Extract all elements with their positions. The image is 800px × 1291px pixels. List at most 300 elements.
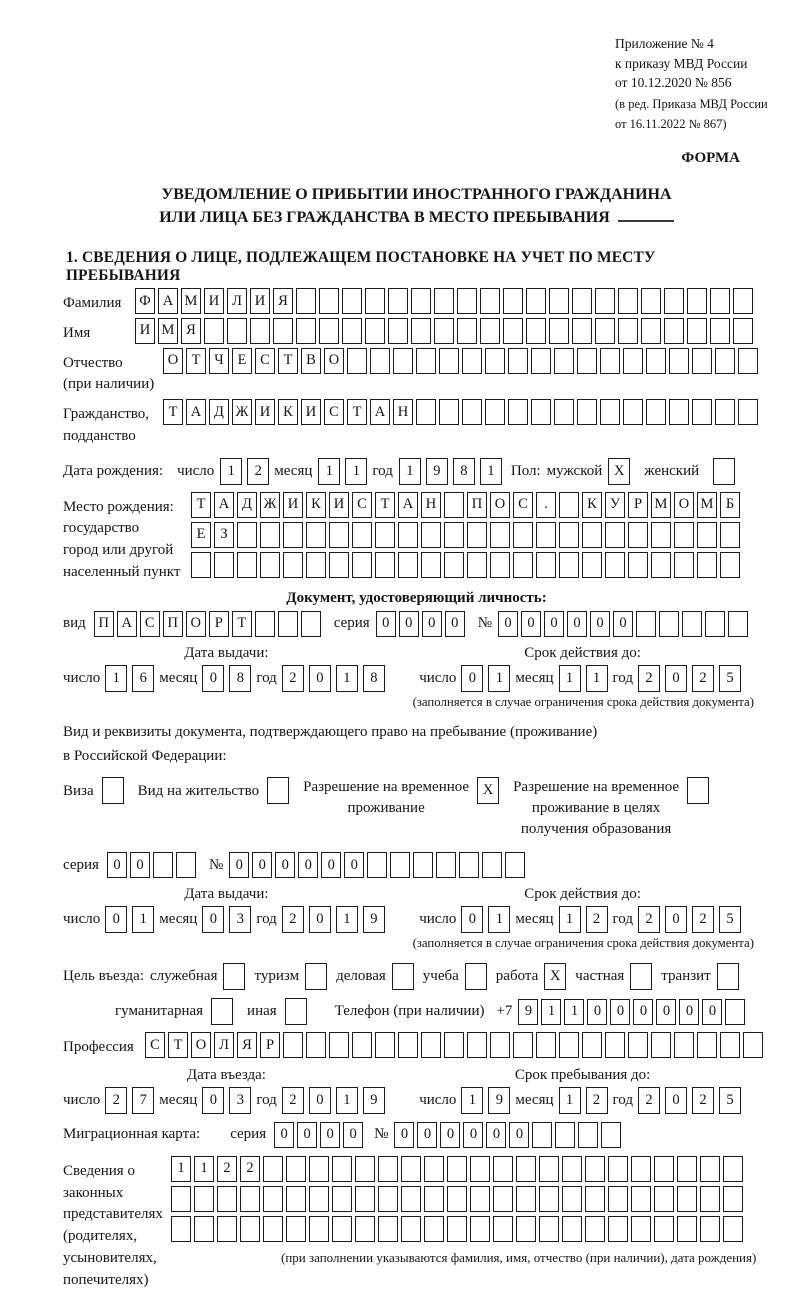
char-box[interactable] (263, 1216, 283, 1242)
char-box[interactable] (692, 348, 712, 374)
char-box[interactable] (723, 1156, 743, 1182)
char-box[interactable] (457, 288, 477, 314)
char-box[interactable] (194, 1216, 214, 1242)
char-box[interactable] (204, 318, 224, 344)
char-box[interactable]: 1 (559, 906, 581, 933)
char-box[interactable] (505, 852, 525, 878)
char-box[interactable] (342, 288, 362, 314)
char-box[interactable]: Н (393, 399, 413, 425)
char-box[interactable] (278, 611, 298, 637)
char-box[interactable]: О (674, 492, 694, 518)
char-box[interactable]: С (324, 399, 344, 425)
char-box[interactable] (539, 1216, 559, 1242)
char-box[interactable]: 0 (275, 852, 295, 878)
char-box[interactable] (378, 1216, 398, 1242)
char-box[interactable] (554, 348, 574, 374)
char-box[interactable]: А (158, 288, 178, 314)
char-box[interactable] (641, 318, 661, 344)
char-box[interactable]: 1 (194, 1156, 214, 1182)
char-box[interactable] (421, 522, 441, 548)
char-box[interactable]: 0 (521, 611, 541, 637)
char-box[interactable] (503, 288, 523, 314)
char-box[interactable] (355, 1186, 375, 1212)
char-box[interactable] (651, 522, 671, 548)
char-box[interactable]: 1 (336, 906, 358, 933)
char-box[interactable]: И (301, 399, 321, 425)
char-box[interactable] (559, 492, 579, 518)
char-box[interactable]: М (158, 318, 178, 344)
char-box[interactable] (628, 552, 648, 578)
char-box[interactable]: 1 (559, 665, 581, 692)
char-box[interactable]: 1 (171, 1156, 191, 1182)
char-box[interactable] (237, 552, 257, 578)
char-box[interactable] (582, 552, 602, 578)
char-box[interactable] (286, 1156, 306, 1182)
char-box[interactable] (595, 318, 615, 344)
char-box[interactable] (559, 552, 579, 578)
char-box[interactable]: 2 (105, 1087, 127, 1114)
char-box[interactable]: 0 (656, 999, 676, 1025)
char-box[interactable] (572, 288, 592, 314)
char-box[interactable] (508, 399, 528, 425)
char-box[interactable]: И (204, 288, 224, 314)
char-box[interactable]: 0 (633, 999, 653, 1025)
char-box[interactable] (513, 522, 533, 548)
purpose-humanitarian-checkbox[interactable] (211, 998, 233, 1025)
char-box[interactable] (536, 552, 556, 578)
char-box[interactable]: 0 (321, 852, 341, 878)
char-box[interactable] (720, 552, 740, 578)
char-box[interactable] (260, 552, 280, 578)
char-box[interactable] (608, 1156, 628, 1182)
char-box[interactable]: 0 (610, 999, 630, 1025)
char-box[interactable] (309, 1156, 329, 1182)
char-box[interactable] (250, 318, 270, 344)
char-box[interactable]: Я (237, 1032, 257, 1058)
char-box[interactable]: У (605, 492, 625, 518)
char-box[interactable] (286, 1216, 306, 1242)
char-box[interactable] (605, 522, 625, 548)
char-box[interactable] (659, 611, 679, 637)
char-box[interactable] (401, 1156, 421, 1182)
char-box[interactable] (286, 1186, 306, 1212)
char-box[interactable] (367, 852, 387, 878)
char-box[interactable] (411, 318, 431, 344)
char-box[interactable] (365, 318, 385, 344)
char-box[interactable] (605, 1032, 625, 1058)
char-box[interactable]: Р (628, 492, 648, 518)
char-box[interactable] (631, 1156, 651, 1182)
char-box[interactable] (470, 1156, 490, 1182)
char-box[interactable] (493, 1216, 513, 1242)
char-box[interactable] (398, 1032, 418, 1058)
char-box[interactable] (332, 1216, 352, 1242)
char-box[interactable] (434, 288, 454, 314)
char-box[interactable] (743, 1032, 763, 1058)
char-box[interactable]: 0 (461, 665, 483, 692)
char-box[interactable] (692, 399, 712, 425)
char-box[interactable]: 3 (229, 1087, 251, 1114)
char-box[interactable] (457, 318, 477, 344)
char-box[interactable] (401, 1216, 421, 1242)
char-box[interactable]: 0 (202, 665, 224, 692)
char-box[interactable] (728, 611, 748, 637)
char-box[interactable]: О (490, 492, 510, 518)
char-box[interactable] (332, 1156, 352, 1182)
char-box[interactable]: И (135, 318, 155, 344)
char-box[interactable] (549, 288, 569, 314)
char-box[interactable]: О (186, 611, 206, 637)
char-box[interactable] (296, 288, 316, 314)
char-box[interactable]: В (301, 348, 321, 374)
char-box[interactable] (532, 1122, 552, 1148)
char-box[interactable] (296, 318, 316, 344)
char-box[interactable] (227, 318, 247, 344)
char-box[interactable]: И (255, 399, 275, 425)
sex-male-checkbox[interactable]: X (608, 458, 630, 485)
char-box[interactable] (332, 1186, 352, 1212)
char-box[interactable]: 0 (665, 906, 687, 933)
char-box[interactable]: Ч (209, 348, 229, 374)
char-box[interactable]: 1 (541, 999, 561, 1025)
char-box[interactable] (470, 1216, 490, 1242)
char-box[interactable]: 1 (488, 906, 510, 933)
sex-female-checkbox[interactable] (713, 458, 735, 485)
char-box[interactable]: 0 (252, 852, 272, 878)
char-box[interactable] (631, 1186, 651, 1212)
char-box[interactable]: 2 (638, 906, 660, 933)
char-box[interactable] (715, 399, 735, 425)
char-box[interactable] (577, 348, 597, 374)
char-box[interactable] (549, 318, 569, 344)
char-box[interactable] (424, 1156, 444, 1182)
char-box[interactable]: Я (181, 318, 201, 344)
char-box[interactable] (447, 1156, 467, 1182)
char-box[interactable] (355, 1216, 375, 1242)
char-box[interactable] (388, 318, 408, 344)
char-box[interactable]: Д (237, 492, 257, 518)
char-box[interactable] (677, 1186, 697, 1212)
char-box[interactable]: М (181, 288, 201, 314)
char-box[interactable] (715, 348, 735, 374)
char-box[interactable] (582, 1032, 602, 1058)
char-box[interactable] (444, 1032, 464, 1058)
char-box[interactable]: 1 (559, 1087, 581, 1114)
char-box[interactable] (424, 1186, 444, 1212)
char-box[interactable] (424, 1216, 444, 1242)
char-box[interactable] (439, 399, 459, 425)
char-box[interactable] (710, 288, 730, 314)
purpose-transit-checkbox[interactable] (717, 963, 739, 990)
char-box[interactable] (263, 1156, 283, 1182)
char-box[interactable] (444, 492, 464, 518)
char-box[interactable]: 0 (343, 1122, 363, 1148)
char-box[interactable] (375, 522, 395, 548)
char-box[interactable] (480, 318, 500, 344)
char-box[interactable] (733, 318, 753, 344)
char-box[interactable] (628, 1032, 648, 1058)
char-box[interactable]: Н (421, 492, 441, 518)
char-box[interactable]: 0 (587, 999, 607, 1025)
char-box[interactable]: С (145, 1032, 165, 1058)
char-box[interactable]: Л (214, 1032, 234, 1058)
char-box[interactable] (687, 318, 707, 344)
char-box[interactable]: П (163, 611, 183, 637)
char-box[interactable] (600, 348, 620, 374)
char-box[interactable] (559, 522, 579, 548)
char-box[interactable] (738, 348, 758, 374)
char-box[interactable] (623, 348, 643, 374)
char-box[interactable] (355, 1156, 375, 1182)
char-box[interactable] (153, 852, 173, 878)
char-box[interactable]: 9 (518, 999, 538, 1025)
char-box[interactable] (539, 1186, 559, 1212)
char-box[interactable] (319, 288, 339, 314)
char-box[interactable]: 0 (394, 1122, 414, 1148)
char-box[interactable] (263, 1186, 283, 1212)
edu-permit-checkbox[interactable] (687, 777, 709, 804)
char-box[interactable]: Ф (135, 288, 155, 314)
char-box[interactable] (401, 1186, 421, 1212)
char-box[interactable]: 2 (282, 906, 304, 933)
char-box[interactable] (705, 611, 725, 637)
char-box[interactable] (352, 1032, 372, 1058)
char-box[interactable]: Ж (232, 399, 252, 425)
char-box[interactable]: 0 (297, 1122, 317, 1148)
char-box[interactable] (467, 522, 487, 548)
char-box[interactable] (444, 522, 464, 548)
char-box[interactable] (628, 522, 648, 548)
char-box[interactable]: С (255, 348, 275, 374)
char-box[interactable] (329, 522, 349, 548)
char-box[interactable] (738, 399, 758, 425)
char-box[interactable] (654, 1156, 674, 1182)
char-box[interactable] (720, 1032, 740, 1058)
char-box[interactable] (600, 399, 620, 425)
char-box[interactable]: 0 (274, 1122, 294, 1148)
char-box[interactable] (467, 552, 487, 578)
char-box[interactable]: 1 (461, 1087, 483, 1114)
char-box[interactable]: 1 (586, 665, 608, 692)
char-box[interactable] (490, 1032, 510, 1058)
char-box[interactable] (309, 1216, 329, 1242)
char-box[interactable] (572, 318, 592, 344)
char-box[interactable]: 0 (461, 906, 483, 933)
char-box[interactable]: 0 (665, 1087, 687, 1114)
char-box[interactable] (618, 288, 638, 314)
char-box[interactable]: Т (232, 611, 252, 637)
char-box[interactable]: Т (168, 1032, 188, 1058)
char-box[interactable] (654, 1186, 674, 1212)
char-box[interactable] (605, 552, 625, 578)
char-box[interactable]: 1 (318, 458, 340, 485)
char-box[interactable]: М (697, 492, 717, 518)
char-box[interactable]: 0 (440, 1122, 460, 1148)
char-box[interactable] (651, 1032, 671, 1058)
char-box[interactable] (240, 1186, 260, 1212)
char-box[interactable] (674, 522, 694, 548)
char-box[interactable]: 0 (417, 1122, 437, 1148)
char-box[interactable] (585, 1216, 605, 1242)
char-box[interactable]: 0 (376, 611, 396, 637)
char-box[interactable] (217, 1186, 237, 1212)
char-box[interactable]: Т (347, 399, 367, 425)
char-box[interactable] (378, 1186, 398, 1212)
char-box[interactable] (171, 1216, 191, 1242)
char-box[interactable] (393, 348, 413, 374)
char-box[interactable]: 2 (240, 1156, 260, 1182)
char-box[interactable]: 0 (445, 611, 465, 637)
char-box[interactable]: Т (186, 348, 206, 374)
char-box[interactable]: 2 (586, 1087, 608, 1114)
char-box[interactable]: Т (278, 348, 298, 374)
char-box[interactable] (646, 399, 666, 425)
char-box[interactable]: 0 (544, 611, 564, 637)
char-box[interactable]: Ж (260, 492, 280, 518)
char-box[interactable] (388, 288, 408, 314)
char-box[interactable]: 2 (638, 665, 660, 692)
char-box[interactable]: О (163, 348, 183, 374)
char-box[interactable] (700, 1216, 720, 1242)
char-box[interactable]: А (398, 492, 418, 518)
char-box[interactable] (462, 348, 482, 374)
char-box[interactable]: С (140, 611, 160, 637)
char-box[interactable] (516, 1216, 536, 1242)
char-box[interactable]: Д (209, 399, 229, 425)
char-box[interactable]: И (329, 492, 349, 518)
char-box[interactable]: 9 (363, 906, 385, 933)
char-box[interactable]: К (306, 492, 326, 518)
char-box[interactable] (608, 1216, 628, 1242)
char-box[interactable] (421, 552, 441, 578)
char-box[interactable]: 1 (220, 458, 242, 485)
char-box[interactable] (447, 1216, 467, 1242)
char-box[interactable] (700, 1186, 720, 1212)
char-box[interactable] (490, 522, 510, 548)
char-box[interactable]: 0 (613, 611, 633, 637)
char-box[interactable] (697, 522, 717, 548)
char-box[interactable] (539, 1156, 559, 1182)
char-box[interactable] (723, 1216, 743, 1242)
char-box[interactable] (536, 1032, 556, 1058)
char-box[interactable] (608, 1186, 628, 1212)
char-box[interactable]: 0 (463, 1122, 483, 1148)
char-box[interactable] (283, 552, 303, 578)
char-box[interactable] (664, 288, 684, 314)
char-box[interactable]: 1 (336, 665, 358, 692)
char-box[interactable]: 0 (498, 611, 518, 637)
char-box[interactable]: 2 (692, 1087, 714, 1114)
char-box[interactable]: 0 (229, 852, 249, 878)
char-box[interactable]: 8 (363, 665, 385, 692)
char-box[interactable]: 1 (132, 906, 154, 933)
char-box[interactable]: 2 (217, 1156, 237, 1182)
purpose-study-checkbox[interactable] (465, 963, 487, 990)
char-box[interactable] (283, 522, 303, 548)
char-box[interactable] (375, 1032, 395, 1058)
char-box[interactable] (654, 1216, 674, 1242)
char-box[interactable] (434, 318, 454, 344)
char-box[interactable] (536, 522, 556, 548)
char-box[interactable] (700, 1156, 720, 1182)
char-box[interactable] (237, 522, 257, 548)
char-box[interactable]: 0 (309, 665, 331, 692)
char-box[interactable]: 0 (309, 1087, 331, 1114)
char-box[interactable]: А (214, 492, 234, 518)
char-box[interactable] (309, 1186, 329, 1212)
char-box[interactable]: Е (232, 348, 252, 374)
char-box[interactable]: 0 (344, 852, 364, 878)
char-box[interactable]: 9 (426, 458, 448, 485)
char-box[interactable] (283, 1032, 303, 1058)
char-box[interactable] (214, 552, 234, 578)
char-box[interactable]: 0 (702, 999, 722, 1025)
char-box[interactable] (342, 318, 362, 344)
char-box[interactable] (485, 399, 505, 425)
char-box[interactable] (585, 1186, 605, 1212)
char-box[interactable]: 0 (105, 906, 127, 933)
char-box[interactable]: 0 (130, 852, 150, 878)
char-box[interactable] (601, 1122, 621, 1148)
char-box[interactable]: А (370, 399, 390, 425)
char-box[interactable]: 0 (590, 611, 610, 637)
char-box[interactable] (490, 552, 510, 578)
purpose-tourism-checkbox[interactable] (305, 963, 327, 990)
char-box[interactable] (585, 1156, 605, 1182)
char-box[interactable] (370, 348, 390, 374)
char-box[interactable] (217, 1216, 237, 1242)
char-box[interactable] (582, 522, 602, 548)
char-box[interactable] (329, 1032, 349, 1058)
char-box[interactable] (191, 552, 211, 578)
char-box[interactable]: 5 (719, 665, 741, 692)
char-box[interactable] (674, 552, 694, 578)
char-box[interactable]: 1 (564, 999, 584, 1025)
char-box[interactable]: Л (227, 288, 247, 314)
char-box[interactable]: О (191, 1032, 211, 1058)
char-box[interactable] (240, 1216, 260, 1242)
char-box[interactable]: Е (191, 522, 211, 548)
char-box[interactable] (669, 348, 689, 374)
char-box[interactable]: 1 (399, 458, 421, 485)
char-box[interactable]: 0 (202, 1087, 224, 1114)
char-box[interactable]: 3 (229, 906, 251, 933)
char-box[interactable] (306, 1032, 326, 1058)
char-box[interactable]: 0 (320, 1122, 340, 1148)
char-box[interactable]: З (214, 522, 234, 548)
char-box[interactable]: И (283, 492, 303, 518)
char-box[interactable] (439, 348, 459, 374)
char-box[interactable]: Т (375, 492, 395, 518)
char-box[interactable] (636, 611, 656, 637)
char-box[interactable] (562, 1156, 582, 1182)
char-box[interactable] (595, 288, 615, 314)
char-box[interactable] (319, 318, 339, 344)
char-box[interactable] (526, 288, 546, 314)
char-box[interactable]: 2 (692, 906, 714, 933)
char-box[interactable] (674, 1032, 694, 1058)
char-box[interactable]: И (250, 288, 270, 314)
char-box[interactable]: 0 (309, 906, 331, 933)
char-box[interactable] (352, 552, 372, 578)
char-box[interactable]: 5 (719, 906, 741, 933)
char-box[interactable]: А (186, 399, 206, 425)
char-box[interactable] (531, 399, 551, 425)
char-box[interactable]: 0 (486, 1122, 506, 1148)
char-box[interactable]: 1 (336, 1087, 358, 1114)
char-box[interactable]: . (536, 492, 556, 518)
char-box[interactable] (480, 288, 500, 314)
